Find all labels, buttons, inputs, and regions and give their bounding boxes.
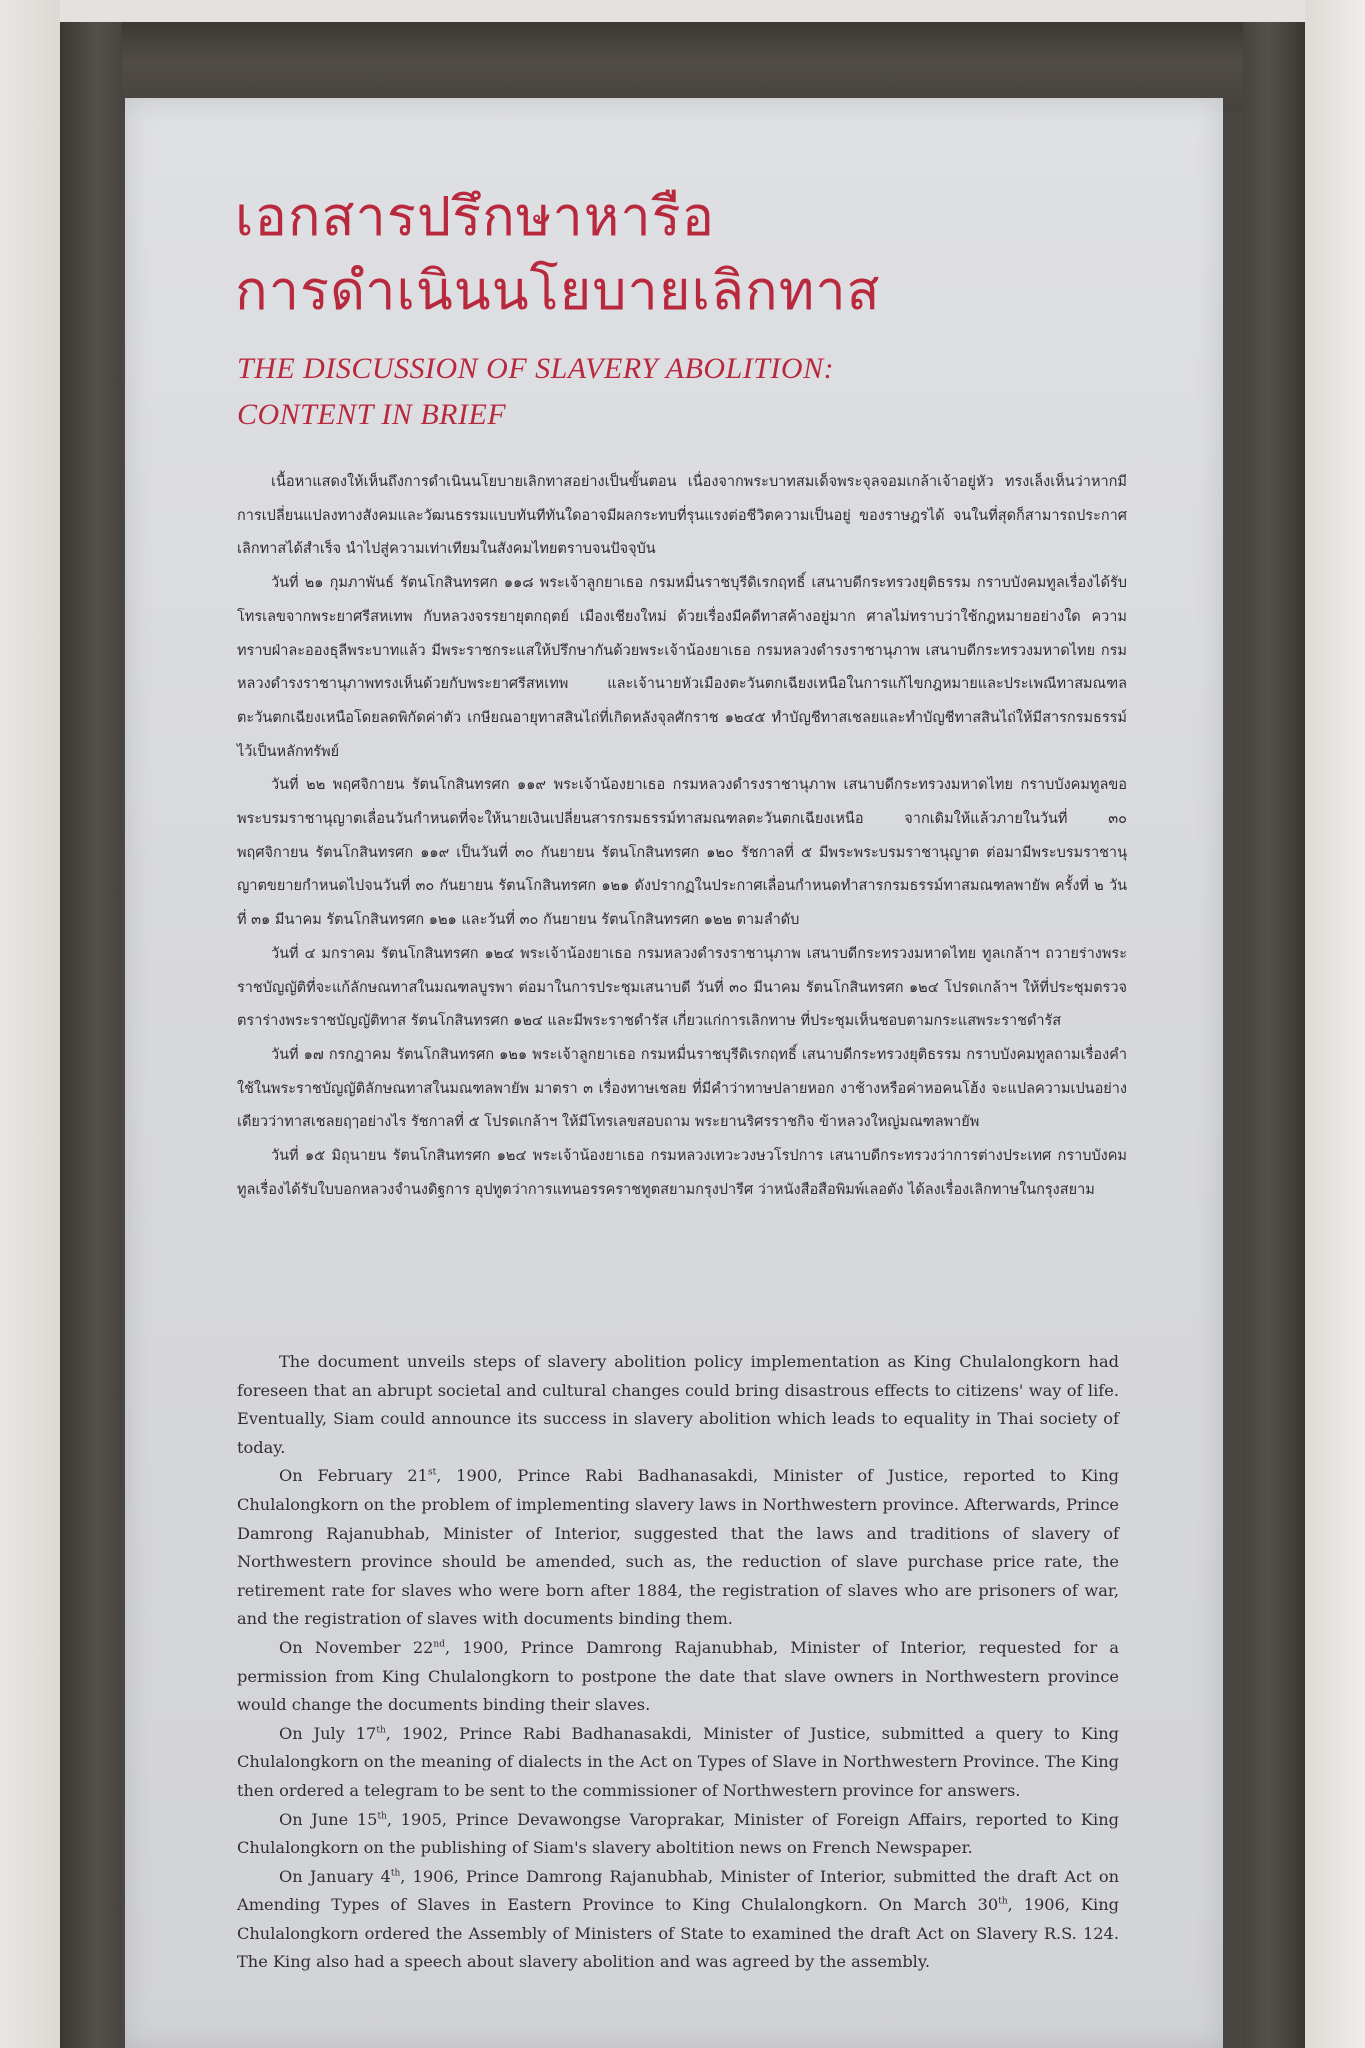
frame-right-rail <box>1243 22 1305 2048</box>
english-paragraph-text: On February 21 <box>279 1466 428 1486</box>
thai-paragraph: วันที่ ๔ มกราคม รัตนโกสินทรศก ๑๒๔ พระเจ้าน้องยาเธอ กรมหลวงดำรงราชานุภาพ เสนาบดีกระทรวงมหาดไทย ทูลเกล้าฯ ถวายร่างพระราชบัญญัติที่จะแก้ลักษณทาสในมณฑลบูรพา ต่อมาในการประชุมเสนาบดี วันที่ ๓๐ มีนาคม รัตนโกสินทรศก ๑๒๔ โปรดเกล้าฯ ให้ที่ประชุมตรวจตราร่างพระราชบัญญัติทาส รัตนโกสินทรศก ๑๒๔ และมีพระราชดำรัส เกี่ยวแก่การเลิกทาษ ที่ประชุมเห็นชอบตามกระแสพระราชดำรัส <box>237 945 1127 1030</box>
wall-background-left <box>0 0 60 2048</box>
english-title-line-2: CONTENT IN BRIEF <box>237 398 507 431</box>
thai-paragraph: วันที่ ๒๑ กุมภาพันธ์ รัตนโกสินทรศก ๑๑๘ พระเจ้าลูกยาเธอ กรมหมื่นราชบุรีดิเรกฤทธิ์ เสนาบดีกระทรวงยุติธรรม กราบบังคมทูลเรื่องได้รับโทรเลขจากพระยาศรีสหเทพ กับหลวงจรรยายุตกฤตย์ เมืองเชียงใหม่ ด้วยเรื่องมีคดีทาสค้างอยู่มาก ศาลไม่ทราบว่าใช้กฎหมายอย่างใด ความทราบฝ่าละอองธุลีพระบาทแล้ว มีพระราชกระแสให้ปรึกษากันด้วยพระเจ้าน้องยาเธอ กรมหลวงดำรงราชานุภาพ เสนาบดีกระทรวงมหาดไทย กรมหลวงดำรงราชานุภาพทรงเห็นด้วยกับพระยาศรีสหเทพ และเจ้านายหัวเมืองตะวันตกเฉียงเหนือในการแก้ไขกฎหมายและประเพณีทาสมณฑลตะวันตกเฉียงเหนือโดยลดพิกัดค่าตัว เกษียณอายุทาสสินไถ่ที่เกิดหลังจุลศักราช ๑๒๔๕ ทำบัญชีทาสเชลยและทำบัญชีทาสสินไถ่ให้มีสารกรมธรรม์ไว้เป็นหลักทรัพย์ <box>237 575 1127 760</box>
wall-background-top <box>0 0 1365 22</box>
english-paragraph-text: , 1906, Prince Damrong Rajanubhab, Minister of Interior, submitted the draft Act on Amending Types of Slaves in Eastern Province to King Chulalongkorn. On March 30 <box>237 1866 1119 1915</box>
english-paragraph-text: , 1906, King Chulalongkorn ordered the Assembly of Ministers of State to examined the draft Act on Slavery R.S. 124. The King also had a speech about slavery abolition and was agreed by the assembly. <box>237 1895 1119 1972</box>
english-paragraph <box>237 1806 1119 1863</box>
ordinal-suffix: nd <box>433 1639 445 1650</box>
english-paragraph-text: The document unveils steps of slavery abolition policy implementation as King Chulalongkorn had foreseen that an abrupt societal and cultural changes could bring disastrous effects to citizens' way of life. Eventually, Siam could announce its success in slavery abolition which leads to equality in Thai society of today. <box>237 1352 1119 1457</box>
english-paragraph <box>237 1348 1119 1462</box>
thai-paragraph: เนื้อหาแสดงให้เห็นถึงการดำเนินนโยบายเลิกทาสอย่างเป็นขั้นตอน เนื่องจากพระบาทสมเด็จพระจุลจอมเกล้าเจ้าอยู่หัว ทรงเล็งเห็นว่าหากมีการเปลี่ยนแปลงทางสังคมและวัฒนธรรมแบบทันทีทันใดอาจมีผลกระทบที่รุนแรงต่อชีวิตความเป็นอยู่ ของราษฎรได้ จนในที่สุดก็สามารถประกาศเลิกทาสได้สำเร็จ นำไปสู่ความเท่าเทียมในสังคมไทยตราบจนปัจจุบัน <box>237 474 1127 558</box>
ordinal-suffix: th <box>376 1725 386 1736</box>
english-paragraph-text: , 1900, Prince Damrong Rajanubhab, Minister of Interior, requested for a permission from King Chulalongkorn to postpone the date that slave owners in Northwestern province would change the documents binding their slaves. <box>237 1637 1119 1715</box>
ordinal-suffix: th <box>998 1896 1008 1907</box>
thai-paragraph: วันที่ ๑๗ กรกฎาคม รัตนโกสินทรศก ๑๒๑ พระเจ้าลูกยาเธอ กรมหมื่นราชบุรีดิเรกฤทธิ์ เสนาบดีกระทรวงยุติธรรม กราบบังคมทูลถามเรื่องคำใช้ในพระราชบัญญัติลักษณทาสในมณฑลพายัพ มาตรา ๓ เรื่องทาษเชลย ที่มีคำว่าทาษปลายหอก งาช้างหรือค่าหอคนโฮ้ง จะแปลความเปนอย่างเดียวว่าทาสเชลยฤๅอย่างไร รัชกาลที่ ๕ โปรดเกล้าฯ ให้มีโทรเลขสอบถาม พระยานริศรราชกิจ ข้าหลวงใหญ่มณฑลพายัพ <box>237 1046 1127 1131</box>
thai-title-line-1: เอกสารปรึกษาหารือ <box>235 185 716 248</box>
thai-title <box>235 180 881 328</box>
english-paragraph-text: , 1902, Prince Rabi Badhanasakdi, Minister of Justice, submitted a query to King Chulalongkorn on the meaning of dialects in the Act on Types of Slave in Northwestern Province. The King then ordered a telegram to be sent to the commissioner of Northwestern province for answers. <box>237 1723 1120 1800</box>
exhibit-panel <box>125 98 1223 2048</box>
english-paragraph <box>237 1720 1119 1806</box>
wall-background-right <box>1305 0 1365 2048</box>
english-paragraph-text: , 1900, Prince Rabi Badhanasakdi, Minister of Justice, reported to King Chulalongkorn on the problem of implementing slavery laws in Northwestern province. Afterwards, Prince Damrong Rajanubhab, Minister of Interior, suggested that the laws and traditions of slavery of Northwestern province should be amended, such as, the reduction of slave purchase price rate, the retirement rate for slaves who were born after 1884, the registration of slaves who are prisoners of war, and the registration of slaves with documents binding them. <box>237 1466 1119 1629</box>
english-paragraph <box>237 1863 1119 1977</box>
english-paragraph-text: On November 22 <box>279 1637 434 1657</box>
thai-paragraph: วันที่ ๑๕ มิถุนายน รัตนโกสินทรศก ๑๒๔ พระเจ้าน้องยาเธอ กรมหลวงเทวะวงษวโรปการ เสนาบดีกระทรวงว่าการต่างประเทศ กราบบังคมทูลเรื่องได้รับใบบอกหลวงจำนงดิฐการ อุปทูตว่าการแทนอรรคราชทูตสยามกรุงปารีศ ว่าหนังสือสือพิมพ์เลอตัง ได้ลงเรื่องเลิกทาษในกรุงสยาม <box>237 1148 1127 1198</box>
ordinal-suffix: th <box>390 1868 401 1879</box>
english-paragraph-text: , 1905, Prince Devawongse Varoprakar, Minister of Foreign Affairs, reported to King Chulalongkorn on the publishing of Siam's slavery aboltition news on French Newspaper. <box>237 1809 1119 1858</box>
english-paragraph-text: On June 15 <box>279 1809 378 1829</box>
english-title-line-1: THE DISCUSSION OF SLAVERY ABOLITION: <box>237 352 835 385</box>
frame-left-rail <box>60 22 122 2048</box>
thai-body-text <box>237 466 1127 1207</box>
english-paragraph <box>237 1634 1119 1720</box>
english-title <box>237 346 834 438</box>
ordinal-suffix: th <box>377 1811 387 1822</box>
english-paragraph-text: On January 4 <box>279 1866 391 1886</box>
thai-paragraph: วันที่ ๒๒ พฤศจิกายน รัตนโกสินทรศก ๑๑๙ พระเจ้าน้องยาเธอ กรมหลวงดำรงราชานุภาพ เสนาบดีกระทรวงมหาดไทย กราบบังคมทูลขอพระบรมราชานุญาตเลื่อนวันกำหนดที่จะให้นายเงินเปลี่ยนสารกรมธรรม์ทาสมณฑลตะวันตกเฉียงเหนือ จากเดิมให้แล้วภายในวันที่ ๓๐ พฤศจิกายน รัตนโกสินทรศก ๑๑๙ เป็นวันที่ ๓๐ กันยายน รัตนโกสินทรศก ๑๒๐ รัชกาลที่ ๕ มีพระพระบรมราชานุญาต ต่อมามีพระบรมราชานุญาตขยายกำหนดไปจนวันที่ ๓๐ กันยายน รัตนโกสินทรศก ๑๒๑ ดังปรากฏในประกาศเลื่อนกำหนดทำสารกรมธรรม์ทาสมณฑลพายัพ ครั้งที่ ๒ วันที่ ๓๑ มีนาคม รัตนโกสินทรศก ๑๒๑ และวันที่ ๓๐ กันยายน รัตนโกสินทรศก ๑๒๒ ตามลำดับ <box>237 777 1127 929</box>
english-paragraph <box>237 1462 1119 1634</box>
thai-title-line-2: การดำเนินนโยบายเลิกทาส <box>235 259 881 322</box>
english-body-text <box>237 1348 1119 1977</box>
ordinal-suffix: st <box>427 1467 437 1478</box>
english-paragraph-text: On July 17 <box>279 1723 377 1743</box>
